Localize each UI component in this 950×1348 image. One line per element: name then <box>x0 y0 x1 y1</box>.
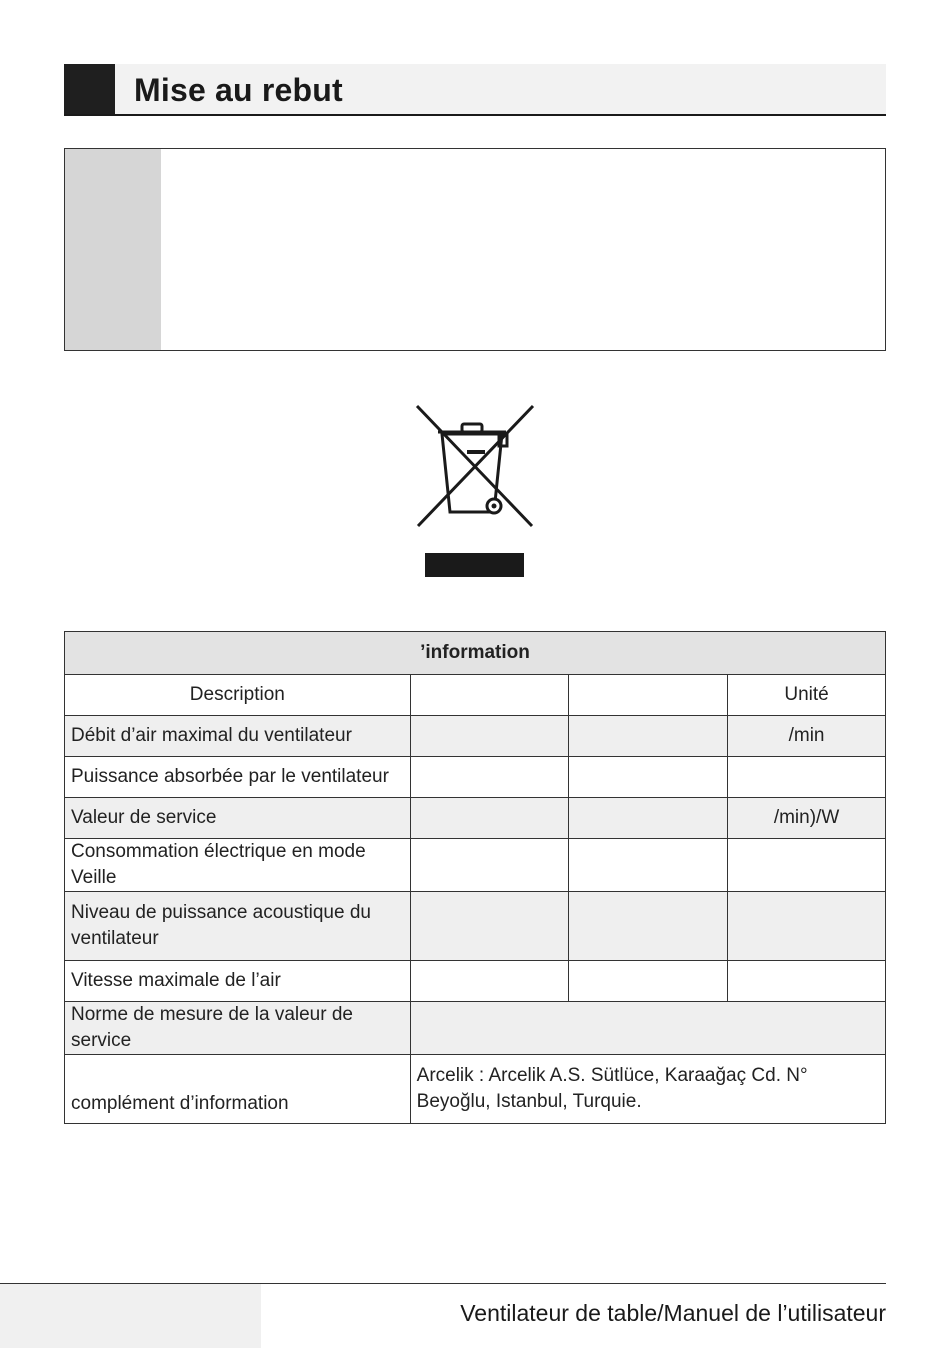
table-row <box>65 798 886 839</box>
info-box <box>64 148 886 351</box>
table-row <box>65 757 886 798</box>
row-label: Puissance absorbée par le ventilateur <box>65 757 411 798</box>
table-row <box>65 1055 886 1124</box>
row-unit <box>728 757 886 798</box>
row-value <box>569 892 728 961</box>
contact-value <box>410 1055 885 1124</box>
section-number-block <box>64 64 115 114</box>
row-value <box>410 757 569 798</box>
column-header-3 <box>569 675 728 716</box>
row-value <box>410 716 569 757</box>
crossed-out-wheelie-bin-icon <box>412 402 538 532</box>
row-value <box>569 961 728 1002</box>
info-box-sidebar <box>65 149 161 350</box>
row-label: Consommation électrique en mode Veille <box>65 839 411 892</box>
standard-value <box>410 1002 885 1055</box>
row-value <box>410 798 569 839</box>
column-header-description: Description <box>65 675 411 716</box>
product-info-table <box>64 631 886 1124</box>
row-unit: /min <box>728 716 886 757</box>
table-heading: ’information <box>65 632 886 675</box>
row-label: Niveau de puissance acoustique du ventilateur <box>65 892 411 961</box>
row-unit <box>728 961 886 1002</box>
page-title: Mise au rebut <box>134 72 343 108</box>
weee-marking-bar <box>425 553 524 577</box>
table-row <box>65 839 886 892</box>
row-value <box>410 892 569 961</box>
row-value <box>569 798 728 839</box>
table-row <box>65 961 886 1002</box>
contact-line-1: Arcelik : Arcelik A.S. Sütlüce, Karaağaç Cd. N° <box>416 1065 808 1086</box>
row-unit <box>728 892 886 961</box>
footer-page-box <box>0 1284 261 1348</box>
row-value <box>569 839 728 892</box>
table-row <box>65 892 886 961</box>
row-unit <box>728 839 886 892</box>
row-value <box>410 961 569 1002</box>
row-value <box>569 757 728 798</box>
section-header <box>64 64 886 116</box>
row-unit: /min)/W <box>728 798 886 839</box>
column-header-2 <box>410 675 569 716</box>
row-label: Vitesse maximale de l’air <box>65 961 411 1002</box>
table-row <box>65 1002 886 1055</box>
row-value <box>569 716 728 757</box>
table-row <box>65 716 886 757</box>
column-header-unit: Unité <box>728 675 886 716</box>
contact-line-2: Beyoğlu, Istanbul, Turquie. <box>416 1091 642 1112</box>
row-label: Valeur de service <box>65 798 411 839</box>
row-value <box>410 839 569 892</box>
row-label: Débit d’air maximal du ventilateur <box>65 716 411 757</box>
contact-label: complément d’information <box>65 1055 411 1124</box>
standard-label: Norme de mesure de la valeur de service <box>65 1002 411 1055</box>
footer-title: Ventilateur de table/Manuel de l’utilisateur <box>460 1300 886 1326</box>
